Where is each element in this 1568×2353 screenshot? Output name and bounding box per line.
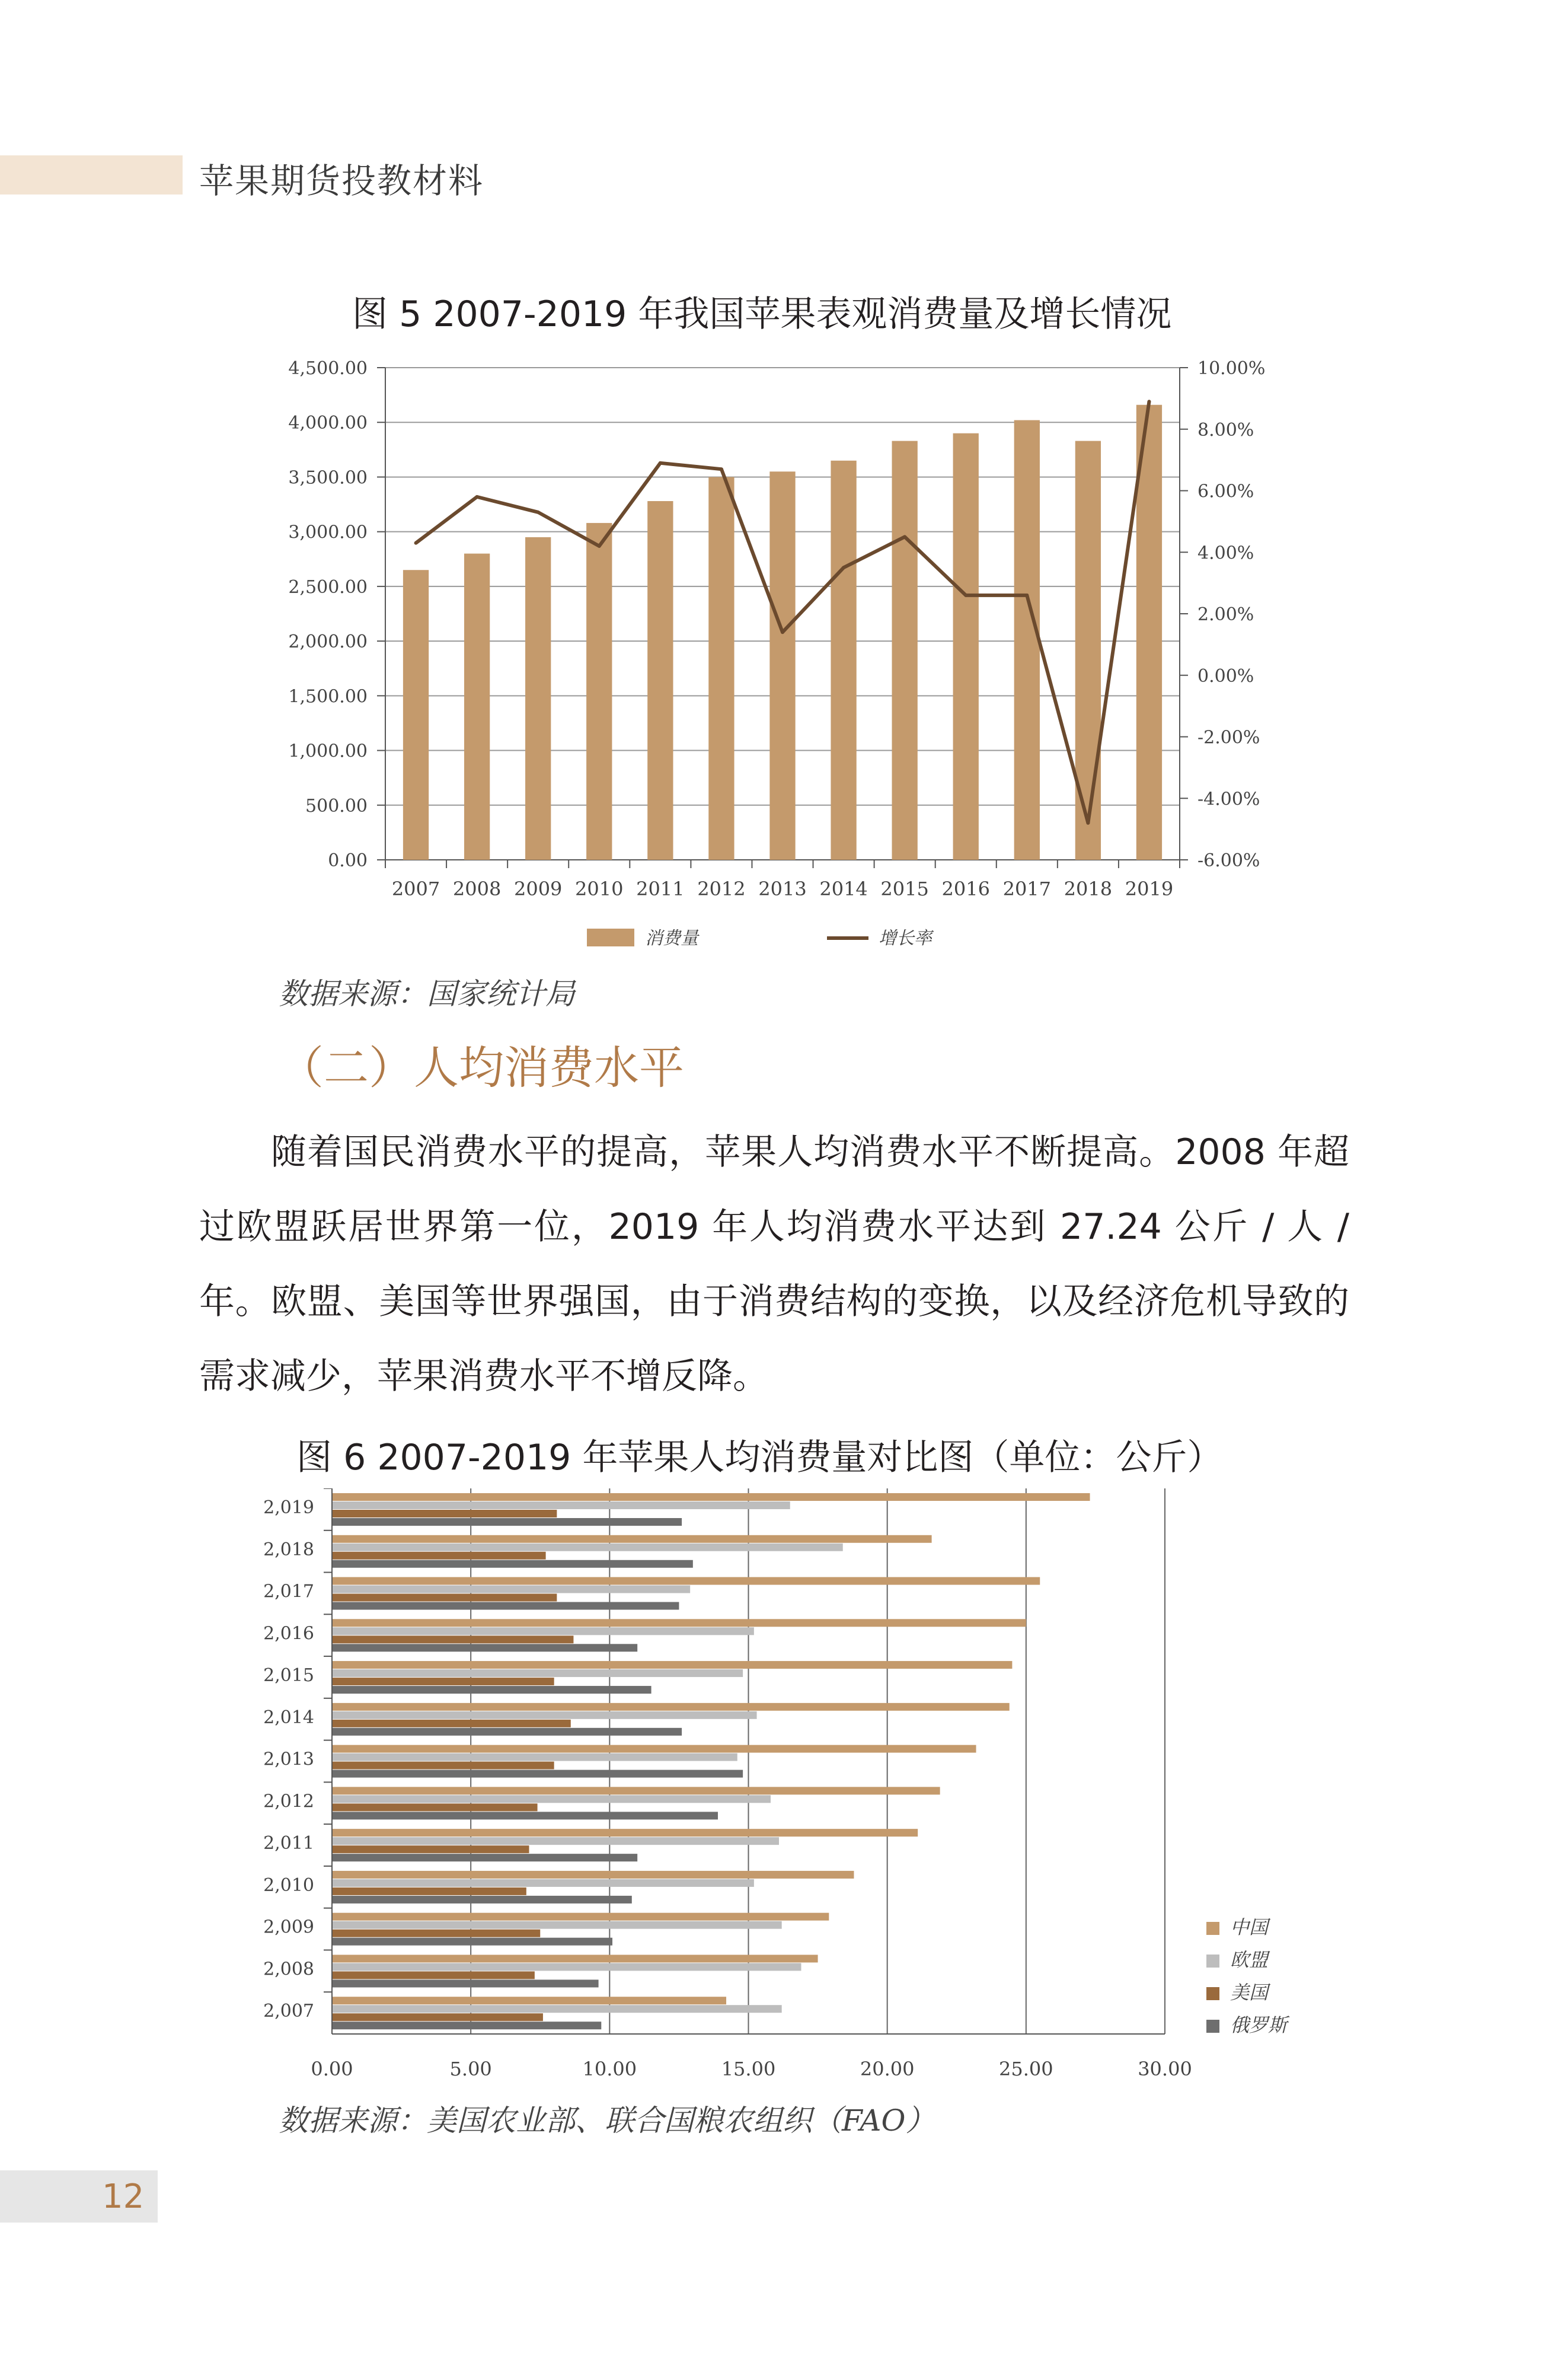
y-axis-tick-label: 2,019: [263, 1497, 314, 1518]
bar-俄罗斯-2,014: [332, 1728, 682, 1736]
left-axis-tick-label: 3,000.00: [288, 522, 368, 543]
figure6-chart: [225, 1488, 1352, 2105]
bar-欧盟-2,011: [332, 1837, 779, 1845]
x-axis-tick-label: 2014: [819, 878, 868, 900]
bar-俄罗斯-2,019: [332, 1518, 682, 1526]
x-axis-tick-label: 2015: [880, 878, 929, 900]
y-axis-tick-label: 2,017: [263, 1581, 314, 1602]
legend-swatch-俄罗斯: [1206, 2020, 1219, 2033]
legend-label-line: 增长率: [879, 928, 932, 949]
x-axis-tick-label: 2013: [758, 878, 807, 900]
y-axis-tick-label: 2,009: [263, 1917, 314, 1938]
growth-rate-point-2009: [536, 511, 540, 514]
right-axis-tick-label: -2.00%: [1197, 727, 1260, 748]
right-axis-tick-label: -4.00%: [1197, 789, 1260, 810]
legend-swatch-欧盟: [1206, 1955, 1219, 1968]
growth-rate-point-2007: [414, 541, 418, 545]
y-axis-tick-label: 2,008: [263, 1959, 314, 1980]
y-axis-tick-label: 2,016: [263, 1623, 314, 1644]
growth-rate-point-2015: [903, 535, 906, 538]
x-axis-tick-label: 15.00: [721, 2058, 776, 2080]
bar-美国-2,013: [332, 1762, 554, 1769]
x-axis-tick-label: 2011: [636, 878, 685, 900]
y-axis-tick-label: 2,012: [263, 1791, 314, 1812]
growth-rate-point-2012: [720, 467, 723, 471]
bar-欧盟-2,008: [332, 1963, 801, 1971]
x-axis-tick-label: 2019: [1125, 878, 1174, 900]
bar-中国-2,012: [332, 1787, 940, 1794]
x-axis-tick-label: 2007: [391, 878, 440, 900]
y-axis-tick-label: 2,011: [263, 1833, 314, 1854]
y-axis-tick-label: 2,014: [263, 1707, 314, 1728]
bar-2008: [464, 554, 490, 860]
x-axis-tick-label: 10.00: [582, 2058, 637, 2080]
bar-美国-2,016: [332, 1635, 573, 1643]
bar-中国-2,009: [332, 1913, 829, 1921]
bar-俄罗斯-2,018: [332, 1560, 693, 1568]
bar-2010: [586, 523, 612, 860]
bar-美国-2,010: [332, 1887, 526, 1895]
bar-美国-2,008: [332, 1971, 535, 1979]
figure5-source: 数据来源：国家统计局: [279, 977, 575, 1011]
left-axis-tick-label: 2,500.00: [288, 576, 368, 598]
bar-2012: [708, 477, 734, 860]
growth-rate-point-2018: [1086, 821, 1090, 825]
bar-中国-2,018: [332, 1535, 932, 1543]
figure6-source: 数据来源：美国农业部、联合国粮农组织（FAO）: [279, 2103, 935, 2138]
bar-2017: [1014, 420, 1040, 860]
bar-中国-2,015: [332, 1661, 1012, 1669]
bar-2015: [892, 441, 918, 860]
bar-美国-2,012: [332, 1803, 538, 1811]
legend-label-欧盟: 欧盟: [1230, 1949, 1269, 1971]
left-axis-tick-label: 0.00: [328, 850, 368, 871]
bar-俄罗斯-2,011: [332, 1854, 637, 1861]
y-axis-tick-label: 2,015: [263, 1665, 314, 1686]
bar-欧盟-2,012: [332, 1795, 771, 1803]
left-axis-tick-label: 1,500.00: [288, 686, 368, 707]
right-axis-tick-label: 10.00%: [1197, 358, 1266, 379]
bar-欧盟-2,013: [332, 1753, 737, 1761]
bar-中国-2,008: [332, 1955, 818, 1962]
body-paragraph-text: 随着国民消费水平的提高，苹果人均消费水平不断提高。2008 年超过欧盟跃居世界第一位，2019 年人均消费水平达到 27.24 公斤 / 人 / 年。欧盟、美国等世界强国，由于消费结构的变换，以及经济危机导致的需求减少，苹果消费水平不增反降。: [199, 1131, 1349, 1397]
left-axis-tick-label: 2,000.00: [288, 632, 368, 653]
y-axis-tick-label: 2,007: [263, 2001, 314, 2022]
x-axis-tick-label: 2010: [575, 878, 624, 900]
legend-swatch-bar: [587, 929, 634, 946]
x-axis-tick-label: 2008: [452, 878, 502, 900]
bar-中国-2,011: [332, 1829, 918, 1837]
x-axis-tick-label: 2017: [1002, 878, 1052, 900]
left-axis-tick-label: 1,000.00: [288, 741, 368, 762]
legend-swatch-中国: [1206, 1922, 1219, 1935]
right-axis-tick-label: 4.00%: [1197, 543, 1254, 564]
running-header-title: 苹果期货投教材料: [199, 161, 484, 201]
growth-rate-point-2016: [964, 594, 967, 597]
left-axis-tick-label: 4,000.00: [288, 413, 368, 434]
bar-2009: [525, 537, 551, 860]
bar-美国-2,014: [332, 1720, 571, 1727]
y-axis-tick-label: 2,018: [263, 1539, 314, 1560]
x-axis-tick-label: 0.00: [311, 2058, 353, 2080]
bar-俄罗斯-2,016: [332, 1644, 637, 1651]
bar-欧盟-2,007: [332, 2005, 782, 2013]
growth-rate-point-2019: [1147, 400, 1151, 403]
right-axis-tick-label: 2.00%: [1197, 604, 1254, 625]
bar-欧盟-2,014: [332, 1711, 757, 1719]
bar-2018: [1075, 441, 1101, 860]
bar-中国-2,016: [332, 1619, 1026, 1627]
right-axis-tick-label: 6.00%: [1197, 481, 1254, 502]
figure6-title: 图 6 2007-2019 年苹果人均消费量对比图（单位：公斤）: [296, 1437, 1223, 1478]
header-band: [0, 155, 183, 195]
bar-欧盟-2,017: [332, 1586, 690, 1593]
legend-label-bar: 消费量: [645, 928, 698, 949]
bar-欧盟-2,010: [332, 1879, 754, 1887]
bar-欧盟-2,009: [332, 1921, 782, 1929]
growth-rate-point-2014: [842, 566, 845, 569]
page-number: 12: [102, 2177, 145, 2216]
bar-中国-2,010: [332, 1871, 854, 1879]
bar-中国-2,019: [332, 1493, 1090, 1501]
bar-欧盟-2,015: [332, 1669, 743, 1677]
body-paragraph: [199, 1115, 1349, 1414]
x-axis-tick-label: 30.00: [1138, 2058, 1192, 2080]
right-axis-tick-label: 8.00%: [1197, 419, 1254, 441]
bar-2011: [647, 501, 673, 860]
bar-2014: [831, 461, 856, 860]
bar-中国-2,007: [332, 1997, 726, 2004]
growth-rate-point-2010: [598, 544, 601, 548]
bar-俄罗斯-2,008: [332, 1979, 599, 1987]
bar-俄罗斯-2,010: [332, 1896, 632, 1904]
bar-美国-2,007: [332, 2013, 543, 2021]
bar-2013: [769, 471, 795, 860]
bar-欧盟-2,018: [332, 1544, 843, 1551]
bar-中国-2,017: [332, 1577, 1040, 1585]
bar-美国-2,019: [332, 1510, 557, 1517]
y-axis-tick-label: 2,013: [263, 1749, 314, 1770]
growth-rate-point-2008: [475, 495, 479, 499]
bar-2007: [403, 570, 429, 860]
figure5-title: 图 5 2007-2019 年我国苹果表观消费量及增长情况: [352, 294, 1172, 335]
bar-美国-2,018: [332, 1552, 546, 1560]
bar-美国-2,015: [332, 1678, 554, 1685]
growth-rate-point-2017: [1025, 594, 1029, 597]
bar-俄罗斯-2,017: [332, 1602, 679, 1610]
x-axis-tick-label: 20.00: [860, 2058, 915, 2080]
x-axis-tick-label: 5.00: [449, 2058, 492, 2080]
growth-rate-point-2011: [659, 461, 662, 465]
x-axis-tick-label: 25.00: [999, 2058, 1053, 2080]
bar-美国-2,011: [332, 1845, 529, 1853]
x-axis-tick-label: 2009: [513, 878, 563, 900]
bar-美国-2,017: [332, 1594, 557, 1602]
section-heading: （二）人均消费水平: [279, 1041, 684, 1094]
bar-中国-2,013: [332, 1745, 976, 1753]
x-axis-tick-label: 2018: [1064, 878, 1113, 900]
bar-美国-2,009: [332, 1930, 540, 1937]
x-axis-tick-label: 2012: [697, 878, 746, 900]
right-axis-tick-label: 0.00%: [1197, 665, 1254, 687]
legend-label-中国: 中国: [1230, 1916, 1269, 1938]
bar-俄罗斯-2,012: [332, 1812, 718, 1819]
y-axis-tick-label: 2,010: [263, 1874, 314, 1896]
bar-中国-2,014: [332, 1703, 1010, 1711]
x-axis-tick-label: 2016: [941, 878, 990, 900]
right-axis-tick-label: -6.00%: [1197, 850, 1260, 871]
legend-swatch-美国: [1206, 1987, 1219, 2000]
growth-rate-point-2013: [781, 630, 784, 634]
legend-label-美国: 美国: [1230, 1981, 1269, 2004]
figure5-chart: [249, 350, 1316, 967]
bar-欧盟-2,019: [332, 1501, 790, 1509]
bar-俄罗斯-2,007: [332, 2022, 601, 2029]
left-axis-tick-label: 4,500.00: [288, 358, 368, 379]
bar-俄罗斯-2,015: [332, 1686, 652, 1694]
bar-2016: [953, 433, 979, 860]
bar-俄罗斯-2,009: [332, 1938, 612, 1946]
bar-俄罗斯-2,013: [332, 1770, 743, 1778]
left-axis-tick-label: 500.00: [305, 795, 368, 817]
bar-欧盟-2,016: [332, 1627, 754, 1635]
left-axis-tick-label: 3,500.00: [288, 467, 368, 489]
legend-label-俄罗斯: 俄罗斯: [1230, 2014, 1288, 2036]
